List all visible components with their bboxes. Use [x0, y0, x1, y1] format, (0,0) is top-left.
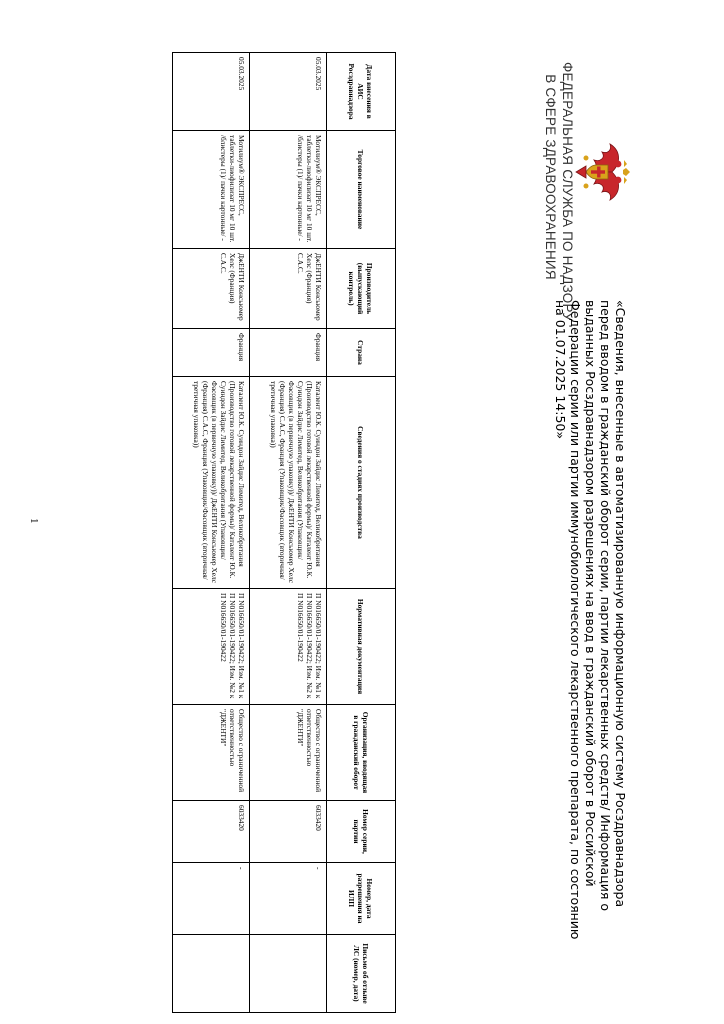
cell-permit: - — [250, 863, 327, 935]
cell-batch: 6033420 — [173, 801, 250, 863]
header-trade-name: Торговое наименование — [327, 131, 396, 249]
cell-recall — [250, 935, 327, 1013]
header-country: Страна — [327, 329, 396, 377]
registry-table — [172, 52, 396, 1013]
cell-normative-docs: П N016650/01-190422; Изм. №1 к П N016650/01-190422; Изм. №2 к П N016650/01-190422 — [250, 589, 327, 705]
cell-manufacturer: ДжЕНТИ Консьюмер Хелс (Франция) С.А.С. — [173, 249, 250, 329]
header-manufacturer: Производитель (выпускающий контроль) — [327, 249, 396, 329]
cell-trade-name: Мотилиум® ЭКСПРЕСС, таблетки-лиофилизат 10 мг 10 шт. /блистеры (1)/ пачки картонные/ - — [250, 131, 327, 249]
agency-name-line-2: В СФЕРЕ ЗДРАВООХРАНЕНИЯ — [543, 74, 558, 280]
double-headed-eagle-emblem-icon — [568, 140, 632, 204]
header-organization: Организация, вводящая в гражданский оборот — [327, 705, 396, 801]
table-row — [250, 53, 327, 1013]
agency-name-line-1: ФЕДЕРАЛЬНАЯ СЛУЖБА ПО НАДЗОРУ — [560, 62, 575, 322]
header-stages: Сведения о стадиях производства — [327, 377, 396, 589]
cell-organization: Общество с ограниченной ответственностью "ДЖЕНТИ" — [250, 705, 327, 801]
agency-name — [542, 62, 576, 322]
cell-country: Франция — [250, 329, 327, 377]
header-batch: Номер серии, партии — [327, 801, 396, 863]
table-header-row — [327, 53, 396, 1013]
cell-trade-name: Мотилиум® ЭКСПРЕСС, таблетки-лиофилизат 10 мг 10 шт. /блистеры (1)/ пачки картонные/ - — [173, 131, 250, 249]
header-recall: Письмо об отзыве ЛС (номер, дата) — [327, 935, 396, 1013]
cell-batch: 6033420 — [250, 801, 327, 863]
cell-date: 05.03.2025 — [173, 53, 250, 131]
cell-stages: Каталент Ю.К. Суиндон Зайдис Лимитед, Великобритания (Производство готовой лекарственной формы)/ Каталент Ю.К. Суиндон Зайдис Лимитед, Великобритания (Упаковщик/Фасовщик (в первичную упаковку))/ ДжЕНТИ Консьюмер Хелс (Франция) С.А.С, Франция (Упаковщик/Фасовщик (вторичная/третичная упаковка)) — [250, 377, 327, 589]
header-permit: Номер, дата разрешения на ИЛП — [327, 863, 396, 935]
header-normative-docs: Нормативная документация — [327, 589, 396, 705]
table-row — [173, 53, 250, 1013]
cell-normative-docs: П N016650/01-190422; Изм. №1 к П N016650/01-190422; Изм. №2 к П N016650/01-190422 — [173, 589, 250, 705]
cell-permit: - — [173, 863, 250, 935]
cell-recall — [173, 935, 250, 1013]
cell-date: 05.03.2025 — [250, 53, 327, 131]
cell-country: Франция — [173, 329, 250, 377]
page-number: 1 — [28, 518, 40, 524]
cell-manufacturer: ДжЕНТИ Консьюмер Хелс (Франция) С.А.С. — [250, 249, 327, 329]
document-heading: «Сведения, внесенные в автоматизированную информационную систему Росздравнадзора перед вводом в гражданский оборот серии, партии лекарственных средств/ Информация о выданных Росздравнадзором разрешениях на ввод в гражданский оборот в Российской Федерации серии или партии иммунобиологического лекарственного препарата, по состоянию на 01.07.2025 14:50» — [553, 300, 628, 940]
cell-stages: Каталент Ю.К. Суиндон Зайдис Лимитед, Великобритания (Производство готовой лекарственной формы)/ Каталент Ю.К. Суиндон Зайдис Лимитед, Великобритания (Упаковщик/Фасовщик (в первичную упаковку))/ ДжЕНТИ Консьюмер Хелс (Франция) С.А.С, Франция (Упаковщик/Фасовщик (вторичная/третичная упаковка)) — [173, 377, 250, 589]
cell-organization: Общество с ограниченной ответственностью "ДЖЕНТИ" — [173, 705, 250, 801]
header-date: Дата внесения в АИС Росздравнадзора — [327, 53, 396, 131]
